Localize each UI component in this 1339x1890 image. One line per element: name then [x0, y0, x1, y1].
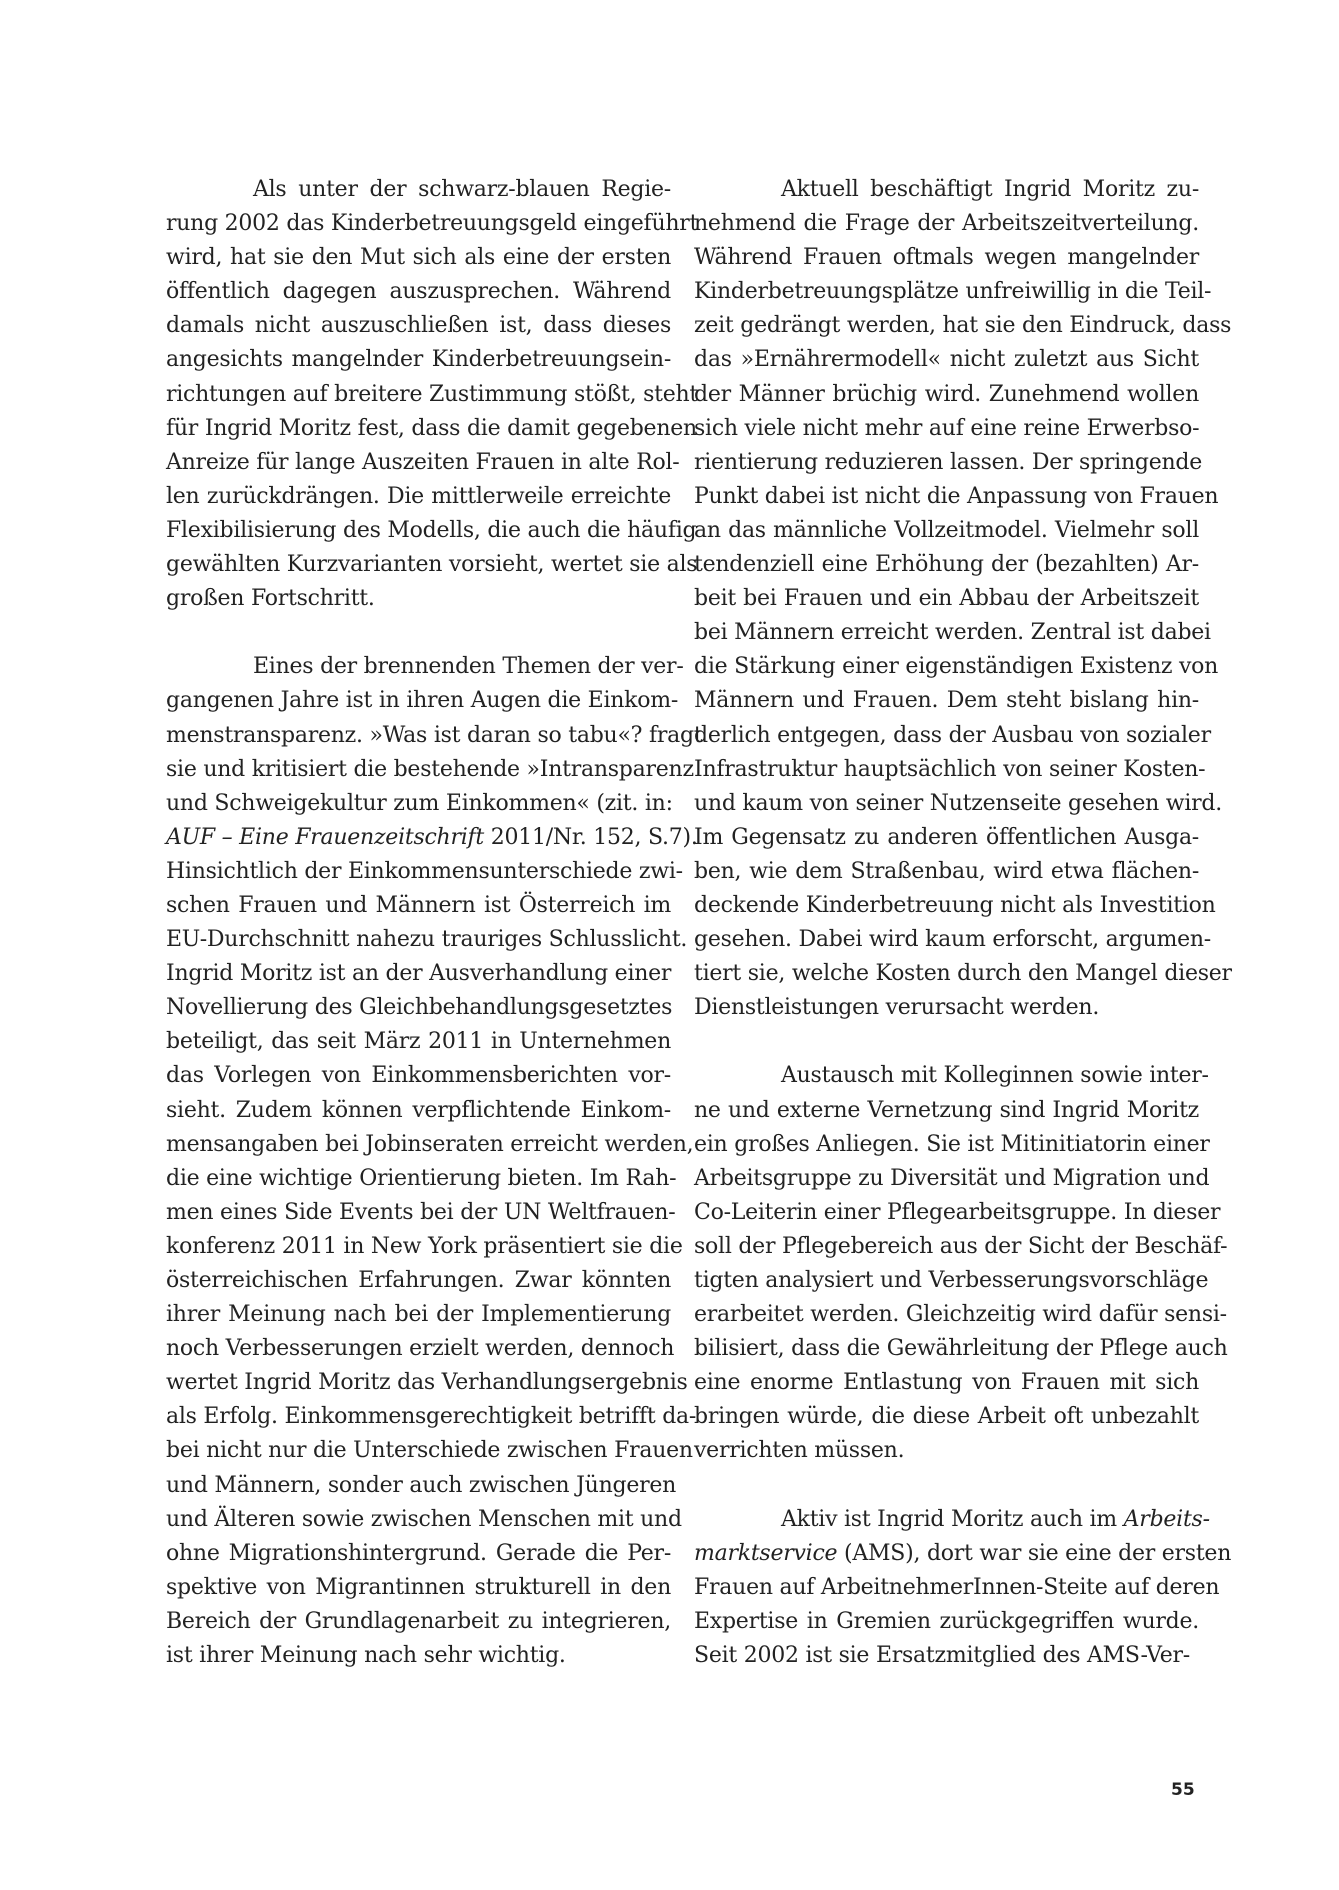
- text-segment: Flexibilisierung des Modells, die auch die häufig: [166, 517, 697, 543]
- text-segment: schen Frauen und Männern ist Österreich im: [166, 892, 671, 918]
- text-line: [166, 650, 684, 684]
- text-line: [166, 1025, 671, 1059]
- text-line: [694, 207, 1199, 241]
- text-line: [694, 378, 1199, 412]
- text-segment: der Männer brüchig wird. Zunehmend wollen: [694, 381, 1199, 407]
- text-segment: rung 2002 das Kinderbetreuungsgeld eingeführt: [166, 211, 699, 237]
- text-line: [166, 275, 671, 309]
- text-segment: als Erfolg. Einkommensgerechtigkeit betrifft da-: [166, 1404, 697, 1430]
- text-line: [166, 889, 671, 923]
- text-segment: Co-Leiterin einer Pflegearbeitsgruppe. In dieser: [694, 1199, 1221, 1225]
- text-segment: Expertise in Gremien zurückgegriffen wurde.: [694, 1608, 1199, 1634]
- text-segment: sie und kritisiert die bestehende »Intransparenz: [166, 756, 694, 782]
- text-line: [694, 1264, 1209, 1298]
- text-line: [166, 1059, 671, 1093]
- text-segment: soll der Pflegebereich aus der Sicht der Beschäf-: [694, 1233, 1228, 1259]
- text-line: [694, 1605, 1199, 1639]
- text-segment: menstransparenz. »Was ist daran so tabu«? fragt: [166, 722, 703, 748]
- text-segment: eine enorme Entlastung von Frauen mit sich: [694, 1370, 1199, 1396]
- text-line: [694, 991, 1199, 1025]
- text-line: [694, 1571, 1220, 1605]
- text-segment: und Älteren sowie zwischen Menschen mit und: [166, 1506, 682, 1532]
- text-line: [166, 1366, 688, 1400]
- text-line: [166, 1469, 677, 1503]
- italic-text: marktservice: [694, 1540, 838, 1566]
- text-line: [166, 343, 671, 377]
- text-line: [166, 1230, 683, 1264]
- text-segment: öffentlich dagegen auszusprechen. Während: [166, 279, 671, 305]
- text-segment: derlich entgegen, dass der Ausbau von sozialer: [694, 722, 1211, 748]
- text-segment: nehmend die Frage der Arbeitszeitverteilung.: [694, 211, 1199, 237]
- text-segment: Dienstleistungen verursacht werden.: [694, 995, 1100, 1021]
- text-segment: Ingrid Moritz ist an der Ausverhandlung einer: [166, 961, 672, 987]
- text-line: [166, 446, 680, 480]
- text-segment: wertet Ingrid Moritz das Verhandlungsergebnis: [166, 1370, 688, 1396]
- text-segment: ein großes Anliegen. Sie ist Mitinitiatorin einer: [694, 1131, 1210, 1157]
- text-line: [694, 923, 1211, 957]
- text-segment: und Männern, sonder auch zwischen Jüngeren: [166, 1472, 677, 1498]
- text-line: [166, 1639, 671, 1673]
- text-segment: Männern und Frauen. Dem steht bislang hin-: [694, 688, 1199, 714]
- text-segment: großen Fortschritt.: [166, 586, 375, 612]
- text-line: [694, 1196, 1221, 1230]
- text-segment: angesichts mangelnder Kinderbetreuungsein-: [166, 347, 671, 373]
- text-segment: tendenziell eine Erhöhung der (bezahlten) Ar-: [694, 552, 1199, 578]
- text-segment: Hinsichtlich der Einkommensunterschiede zwi-: [166, 858, 683, 884]
- text-line: [694, 514, 1199, 548]
- text-line: [694, 1400, 1199, 1434]
- text-segment: und Schweigekultur zum Einkommen« (zit. in:: [166, 790, 673, 816]
- text-segment: men eines Side Events bei der UN Weltfrauen-: [166, 1199, 676, 1225]
- text-line: [694, 753, 1206, 787]
- text-segment: Bereich der Grundlagenarbeit zu integrieren,: [166, 1608, 671, 1634]
- text-segment: österreichischen Erfahrungen. Zwar könnten: [166, 1268, 671, 1293]
- text-line: [166, 582, 671, 616]
- text-segment: ohne Migrationshintergrund. Gerade die Per-: [166, 1540, 671, 1566]
- left-text-column: [166, 173, 703, 1707]
- text-line: [694, 412, 1199, 446]
- text-segment: ist ihrer Meinung nach sehr wichtig.: [166, 1643, 566, 1669]
- text-segment: verrichten müssen.: [694, 1438, 905, 1464]
- text-line: [166, 241, 671, 275]
- text-segment: beit bei Frauen und ein Abbau der Arbeitszeit: [694, 586, 1199, 612]
- text-line: [694, 684, 1199, 718]
- text-line: [694, 582, 1199, 616]
- text-segment: erarbeitet werden. Gleichzeitig wird dafür sensi-: [694, 1302, 1227, 1328]
- italic-text: AUF – Eine Frauenzeitschrift: [166, 824, 485, 850]
- text-line: [694, 957, 1232, 991]
- text-line: [166, 1094, 671, 1128]
- text-segment: die Stärkung einer eigenständigen Existenz von: [694, 654, 1219, 680]
- text-segment: Aktuell beschäftigt Ingrid Moritz zu-: [781, 177, 1199, 202]
- text-line: [166, 412, 697, 446]
- text-line: [166, 719, 703, 753]
- text-line: [166, 1434, 693, 1468]
- text-segment: und kaum von seiner Nutzenseite gesehen wird.: [694, 790, 1222, 816]
- text-line: [166, 1332, 675, 1366]
- text-line: [694, 1298, 1227, 1332]
- text-segment: EU-Durchschnitt nahezu trauriges Schlusslicht.: [166, 927, 688, 953]
- text-segment: damals nicht auszuschließen ist, dass dieses: [166, 313, 671, 339]
- text-line: [694, 719, 1211, 753]
- text-segment: ben, wie dem Straßenbau, wird etwa flächen-: [694, 858, 1199, 884]
- text-line: [166, 548, 698, 582]
- text-line: [694, 1094, 1199, 1128]
- text-line: [166, 1264, 671, 1298]
- text-segment: Eines der brennenden Themen der ver-: [253, 654, 684, 680]
- text-segment: Novellierung des Gleichbehandlungsgesetztes: [166, 995, 673, 1021]
- text-segment: sieht. Zudem können verpflichtende Einkom-: [166, 1097, 671, 1123]
- text-line: [166, 1128, 694, 1162]
- text-line: [166, 1162, 677, 1196]
- text-segment: gewählten Kurzvarianten vorsieht, wertet sie als: [166, 552, 698, 578]
- text-segment: Aktiv ist Ingrid Moritz auch im: [781, 1506, 1124, 1532]
- text-segment: tiert sie, welche Kosten durch den Mangel dieser: [694, 961, 1232, 987]
- text-line: [166, 309, 671, 343]
- text-line: [694, 480, 1219, 514]
- text-segment: wird, hat sie den Mut sich als eine der ersten: [166, 245, 671, 271]
- paragraph: [694, 173, 1232, 1025]
- text-segment: Als unter der schwarz-blauen Regie-: [253, 177, 671, 202]
- italic-text: Arbeits-: [1123, 1506, 1210, 1532]
- text-line: [166, 480, 671, 514]
- text-segment: zeit gedrängt werden, hat sie den Eindruck, dass: [694, 313, 1232, 339]
- text-segment: das »Ernährermodell« nicht zuletzt aus Sicht: [694, 347, 1199, 373]
- text-line: [694, 548, 1199, 582]
- text-segment: noch Verbesserungen erzielt werden, dennoch: [166, 1336, 675, 1362]
- text-line: [166, 753, 694, 787]
- text-line: [166, 957, 671, 991]
- text-line: [694, 275, 1212, 309]
- text-segment: ne und externe Vernetzung sind Ingrid Moritz: [694, 1097, 1199, 1123]
- text-segment: die eine wichtige Orientierung bieten. Im Rah-: [166, 1165, 677, 1191]
- text-segment: richtungen auf breitere Zustimmung stößt, steht: [166, 381, 699, 407]
- text-line: [166, 1400, 697, 1434]
- text-line: [694, 787, 1222, 821]
- text-segment: spektive von Migrantinnen strukturell in den: [166, 1574, 671, 1600]
- text-segment: mensangaben bei Jobinseraten erreicht werden,: [166, 1131, 694, 1157]
- text-line: [694, 1366, 1199, 1400]
- text-segment: Während Frauen oftmals wegen mangelnder: [694, 245, 1199, 271]
- text-line: [694, 1162, 1210, 1196]
- text-line: [166, 1537, 671, 1571]
- text-line: [166, 1605, 671, 1639]
- text-segment: 2011/Nr. 152, S.7).: [484, 824, 698, 850]
- text-line: [166, 1571, 671, 1605]
- text-segment: Infrastruktur hauptsächlich von seiner Kosten-: [694, 756, 1206, 782]
- text-line: [166, 684, 679, 718]
- text-line: [694, 241, 1199, 275]
- text-line: [166, 1503, 682, 1537]
- text-segment: len zurückdrängen. Die mittlerweile erreichte: [166, 483, 671, 509]
- text-segment: konferenz 2011 in New York präsentiert sie die: [166, 1233, 683, 1259]
- text-segment: beteiligt, das seit März 2011 in Unternehmen: [166, 1029, 671, 1055]
- text-line: [166, 923, 688, 957]
- text-segment: an das männliche Vollzeitmodel. Vielmehr soll: [694, 517, 1199, 543]
- text-segment: Seit 2002 ist sie Ersatzmitglied des AMS-Ver-: [694, 1643, 1190, 1669]
- text-segment: Austausch mit Kolleginnen sowie inter-: [781, 1063, 1209, 1089]
- text-line: [166, 855, 683, 889]
- text-segment: Kinderbetreuungsplätze unfreiwillig in die Teil-: [694, 279, 1212, 305]
- text-line: [694, 616, 1211, 650]
- text-segment: tigten analysiert und Verbesserungsvorschläge: [694, 1268, 1209, 1293]
- text-line: [166, 991, 671, 1025]
- text-line: [166, 821, 698, 855]
- text-segment: rientierung reduzieren lassen. Der springende: [694, 449, 1202, 475]
- text-line: [694, 855, 1199, 889]
- text-segment: sich viele nicht mehr auf eine reine Erwerbso-: [694, 415, 1200, 441]
- text-line: [694, 309, 1232, 343]
- text-line: [166, 1196, 676, 1230]
- text-line: [166, 378, 699, 412]
- text-line: [166, 1298, 671, 1332]
- text-line: [694, 1332, 1228, 1366]
- page-number: 55: [1171, 1780, 1195, 1800]
- text-line: [166, 173, 671, 207]
- text-segment: bei Männern erreicht werden. Zentral ist dabei: [694, 620, 1211, 646]
- text-segment: (AMS), dort war sie eine der ersten: [837, 1540, 1232, 1566]
- text-segment: ihrer Meinung nach bei der Implementierung: [166, 1302, 671, 1328]
- paragraph: [166, 650, 703, 1673]
- text-line: [694, 1503, 1210, 1537]
- text-line: [694, 889, 1216, 923]
- text-line: [166, 787, 671, 821]
- text-line: [694, 821, 1199, 855]
- text-segment: gesehen. Dabei wird kaum erforscht, argumen-: [694, 927, 1211, 953]
- text-segment: Frauen auf ArbeitnehmerInnen-Steite auf deren: [694, 1574, 1220, 1600]
- text-segment: für Ingrid Moritz fest, dass die damit gegebenen: [166, 415, 697, 441]
- text-line: [694, 650, 1219, 684]
- paragraph: [694, 1503, 1232, 1673]
- text-segment: bei nicht nur die Unterschiede zwischen Frauen: [166, 1438, 693, 1464]
- text-line: [694, 1128, 1210, 1162]
- text-segment: Im Gegensatz zu anderen öffentlichen Ausga-: [694, 824, 1199, 850]
- text-line: [694, 446, 1202, 480]
- text-segment: Anreize für lange Auszeiten Frauen in alte Rol-: [166, 449, 680, 475]
- text-segment: deckende Kinderbetreuung nicht als Investition: [694, 892, 1216, 918]
- text-segment: Punkt dabei ist nicht die Anpassung von Frauen: [694, 483, 1219, 509]
- text-segment: bilisiert, dass die Gewährleitung der Pflege auch: [694, 1336, 1228, 1362]
- text-segment: gangenen Jahre ist in ihren Augen die Einkom-: [166, 688, 679, 714]
- text-segment: bringen würde, die diese Arbeit oft unbezahlt: [694, 1404, 1199, 1430]
- text-line: [694, 1059, 1209, 1093]
- text-line: [166, 514, 697, 548]
- text-line: [694, 343, 1199, 377]
- text-line: [166, 207, 699, 241]
- text-segment: Arbeitsgruppe zu Diversität und Migration und: [694, 1165, 1210, 1191]
- text-segment: das Vorlegen von Einkommensberichten vor-: [166, 1063, 671, 1089]
- text-line: [694, 1639, 1199, 1673]
- right-text-column: [694, 173, 1232, 1707]
- text-line: [694, 1537, 1232, 1571]
- text-line: [694, 173, 1199, 207]
- text-line: [694, 1230, 1228, 1264]
- paragraph: [166, 173, 699, 616]
- text-line: [694, 1434, 1199, 1468]
- paragraph: [694, 1059, 1228, 1468]
